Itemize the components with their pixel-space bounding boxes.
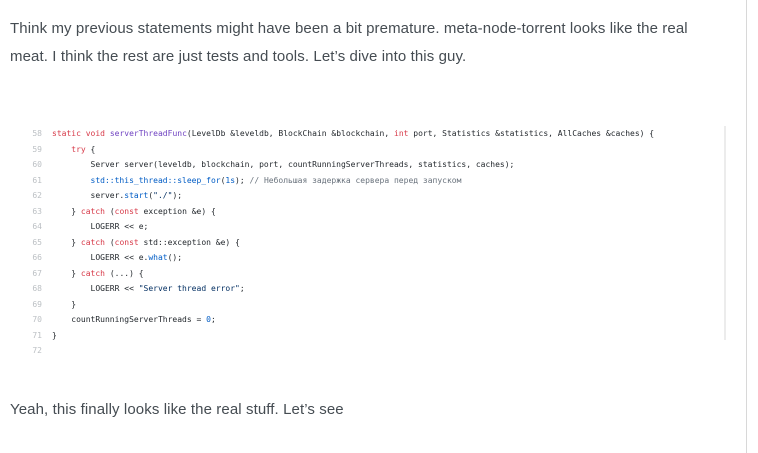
line-number: 63 xyxy=(32,206,42,216)
code-line xyxy=(10,126,722,142)
code-text: LOGERR << e; xyxy=(90,222,149,231)
code-text: server.start("./"); xyxy=(90,191,183,200)
code-text: } xyxy=(52,330,57,340)
code-text: } catch (const exception &e) { xyxy=(71,206,216,216)
intro-line-2: meat. I think the rest are just tests and tools. Let’s dive into this guy. xyxy=(10,48,467,65)
line-number: 60 xyxy=(32,160,42,169)
code-line xyxy=(10,281,722,297)
code-line xyxy=(10,188,722,204)
code-line xyxy=(10,219,722,235)
line-number: 67 xyxy=(32,268,42,278)
code-text: Server server(leveldb, blockchain, port, countRunningServerThreads, statistics, caches); xyxy=(90,160,515,169)
code-scrollbar[interactable] xyxy=(724,126,726,340)
line-number: 65 xyxy=(32,237,42,247)
code-text: LOGERR << "Server thread error"; xyxy=(90,284,245,293)
line-number: 72 xyxy=(32,346,42,355)
line-number: 68 xyxy=(32,284,42,293)
intro-line-1: Think my previous statements might have been a bit premature. meta-node-torrent looks like the real xyxy=(10,20,688,37)
code-text: LOGERR << e.what(); xyxy=(90,253,183,262)
code-line xyxy=(10,250,722,266)
code-line xyxy=(10,173,722,189)
line-number: 71 xyxy=(32,330,42,340)
code-line xyxy=(10,204,722,220)
line-number: 58 xyxy=(32,129,42,138)
code-text: } xyxy=(71,299,77,309)
code-line xyxy=(10,343,722,359)
code-block xyxy=(10,126,722,355)
code-line xyxy=(10,312,722,328)
code-text: std::this_thread::sleep_for(1s); // Небольшая задержка сервера перед запуском xyxy=(90,175,462,185)
line-number: 59 xyxy=(32,144,42,154)
line-number: 62 xyxy=(32,191,42,200)
line-number: 66 xyxy=(32,253,42,262)
line-number: 64 xyxy=(32,222,42,231)
code-text: } catch (const std::exception &e) { xyxy=(71,237,240,247)
code-line xyxy=(10,297,722,313)
code-line xyxy=(10,266,722,282)
code-line xyxy=(10,235,722,251)
code-line xyxy=(10,142,722,158)
code-line xyxy=(10,328,722,344)
page-edge-border xyxy=(746,0,747,453)
code-text: try { xyxy=(71,144,96,154)
line-number: 69 xyxy=(32,299,42,309)
code-line xyxy=(10,157,722,173)
outro-paragraph: Yeah, this finally looks like the real stuff. Let’s see xyxy=(10,401,344,418)
line-number: 61 xyxy=(32,175,42,185)
code-text: countRunningServerThreads = 0; xyxy=(71,315,216,324)
code-text: static void serverThreadFunc(LevelDb &leveldb, BlockChain &blockchain, int port, Statistics &statistics, AllCaches &caches) { xyxy=(52,129,655,138)
code-text: } catch (...) { xyxy=(71,268,144,278)
intro-paragraph xyxy=(10,15,726,71)
line-number: 70 xyxy=(32,315,42,324)
